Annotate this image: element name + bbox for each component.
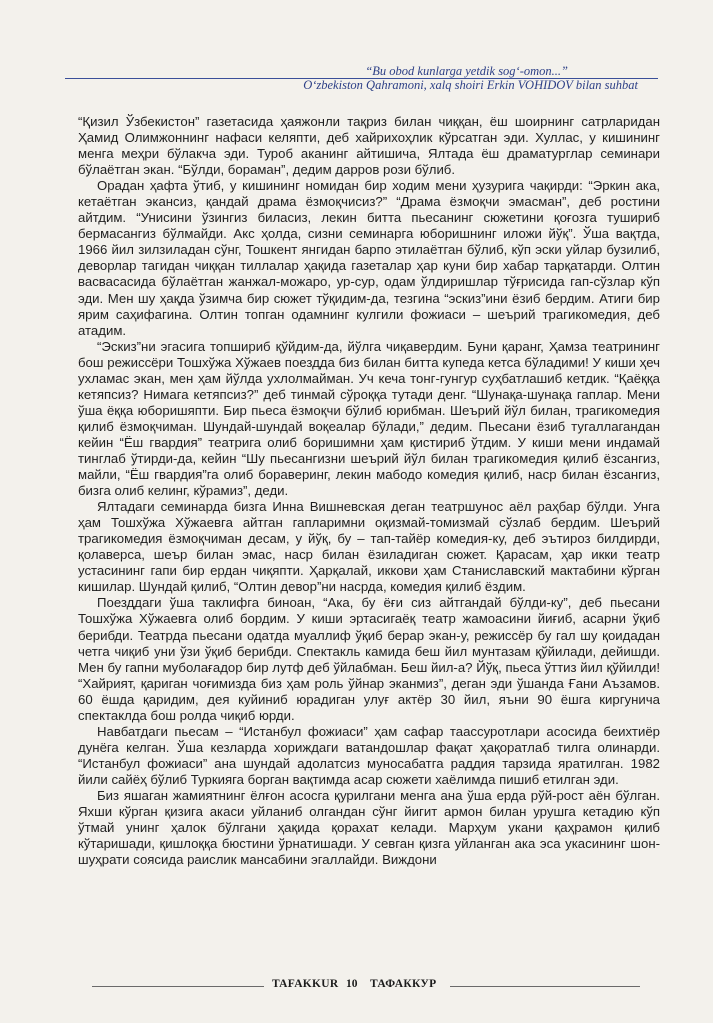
- paragraph-6: Навбатдаги пьесам – “Истанбул фожиаси” ҳам сафар таассуротлари асосида беихтиёр дунёга келган. Ўша кезларда хориждаги ватандошлар фақат ҳақоратлаб тилга олинарди. “Истанбул фожиаси” ана шундай адолатсиз муносабатга раддия тарзида яратилган. 1982 йили сайёҳ бўлиб Туркияга борган вақтимда асар сюжети хаёлимда пишиб етилган эди.: [78, 723, 660, 787]
- running-head-subtitle: O‘zbekiston Qahramoni, xalq shoiri Erkin VOHIDOV bilan suhbat: [303, 78, 638, 92]
- magazine-name-latin: TAFAKKUR: [272, 978, 339, 990]
- page-number: 10: [346, 978, 358, 990]
- paragraph-5: Поезддаги ўша таклифга биноан, “Ака, бу ёғи сиз айтгандай бўлди-ку”, деб пьесани Тошхўжа Хўжаевга олиб бордим. У киши эртасигаёқ театр жамоасини йиғиб, асарни ўқиб берибди. Театрда пьесани одатда муаллиф ўқиб берар экан-у, режиссёр бу гал шу қоидадан четга чиқиб уни ўзи ўқиб берибди. Спектакль камида беш йил мунтазам қўйилади, дейишди. Мен бу гапни муболағадор бир лутф деб ўйлабман. Беш йил-а? Йўқ, пьеса ўттиз йил қўйилди! “Хайрият, қариган чоғимизда биз ҳам роль ўйнар эканмиз”, деган эди ўшанда Ғани Аъзамов. 60 ёшда қаридим, дея куйиниб юрадиган улуғ актёр 30 йил, яъни 90 ёшга киргунича спектаклда бош ролда чиқиб юрди.: [78, 595, 660, 723]
- running-head-quote: “Bu obod kunlarga yetdik sog‘-omon...”: [365, 64, 568, 78]
- article-body: [78, 114, 660, 868]
- footer-rule-left: [92, 986, 264, 987]
- magazine-name-cyrillic: ТАФАККУР: [370, 978, 437, 990]
- paragraph-1: “Қизил Ўзбекистон” газетасида ҳаяжонли тақриз билан чиққан, ёш шоирнинг сатрларидан Ҳамид Олимжоннинг нафаси келяпти, деб хайрихоҳлик кўрсатган эди. Хуллас, у кишининг менга меҳри бўлакча эди. Туроб аканинг айтишича, Ялтада ёш драматурглар семинари бўлаётган экан. “Бўлди, бораман”, дедим дарров рози бўлиб.: [78, 114, 660, 178]
- paragraph-4: Ялтадаги семинарда бизга Инна Вишневская деган театршунос аёл раҳбар бўлди. Унга ҳам Тошхўжа Хўжаевга айтган гапларимни оқизмай-томизмай сўзлаб бердим. Шеърий трагикомедия ёзмоқчиман десам, у йўқ, бу – тап-тайёр комедия-ку, деб эътироз билдирди, қолаверса, шеър билан эмас, наср билан ёзиладиган сюжет. Қарасам, ҳар икки театр устасининг гапи бир ердан чиқяпти. Ҳарқалай, иккови ҳам Станиславский мактабини кўрган кишилар. Шундай қилиб, “Олтин девор”ни насрда, комедия қилиб ёздим.: [78, 499, 660, 595]
- footer-rule-right: [450, 986, 640, 987]
- paragraph-7: Биз яшаган жамиятнинг ёлғон асосга қурилгани менга ана ўша ерда рўй-рост аён бўлган. Яхши кўрган қизига акаси уйланиб олгандан сўнг йигит армон билан урушга кетадию кўп ўтмай унинг ҳалок бўлгани ҳақида қораxат келади. Марҳум укани қаҳрамон қилиб кўтаришади, қишлоққа бюстини ўрнатишади. У севган қизга уйланган ака эса укаcининг шон-шуҳрати соясида раислик мансабини эгаллайди. Виждони: [78, 787, 660, 868]
- paragraph-3: “Эскиз”ни эгасига топшириб қўйдим-да, йўлга чиқавердим. Буни қаранг, Ҳамза театрининг бош режиссёри Тошхўжа Хўжаев поездда биз билан битта купеда кетса бўладими! У киши ҳеч ухламас экан, мен ҳам йўлда ухлолмайман. Уч кеча тонг-гунгур суҳбатлашиб кетдик. “Қаёққа кетяпсиз? Нимага кетяпсиз?” деб тинмай сўроққа тутади денг. “Шунақа-шунақа гаплар. Мени ўша ёққа юборишяпти. Бир пьеса ёзмоқчи бўлиб юрибман. Шеърий йўл билан, трагикомедия қилиб ёзмоқчиман. Шундай-шундай воқеалар бўлади,” дедим. Пьесани ёзиб тугаллагандан кейин “Ёш гвардия” театрига олиб боришимни ҳам қистириб ўтдим. У киши мени индамай тинглаб ўтирди-да, кейин “Шу пьесангизни шеърий йўл билан трагикомедия қилиб ёзсангиз, майли, “Ёш гвардия”га олиб бораверинг, лекин мабодо комедия қилиб, наср билан ёзсангиз, бизга олиб келинг, кўрамиз”, деди.: [78, 338, 660, 499]
- page-footer: [92, 978, 640, 994]
- paragraph-2: Орадан ҳафта ўтиб, у кишининг номидан бир ходим мени ҳузурига чақирди: “Эркин ака, кетаётган экансиз, қандай драма ёзмоқчисиз?” “Драма ёзмоқчи эмасман”, деб ростини айтдим. “Унисини ўзингиз биласиз, лекин битта пьесанинг сюжетини қоғозга тушириб бермасангиз бўлмайди. Акс ҳолда, сизни семинарга юборишнинг иложи йўқ”. Ўша вақтда, 1966 йил зилзиладан сўнг, Тошкент янгидан барпо этилаётган бўлиб, кўп эски уйлар бузилиб, деворлар тагидан чиққан тиллалар ҳақида газеталар ҳар куни бир хабар тарқатарди. Олтин васвасасида бўлаётган жанжал-можаро, ур-сур, одам ўлдиришлар тўғрисида гап-сўзлар кўп эди. Мен шу ҳақда ўзимча бир сюжет тўқидим-да, тезгина “эскиз”ини ёзиб бердим. Атиги бир ярим саҳифагина. Олтин топган одамнинг кулгили фожиаси – шеърий трагикомедия, деб атадим.: [78, 178, 660, 338]
- header-divider: [65, 78, 658, 79]
